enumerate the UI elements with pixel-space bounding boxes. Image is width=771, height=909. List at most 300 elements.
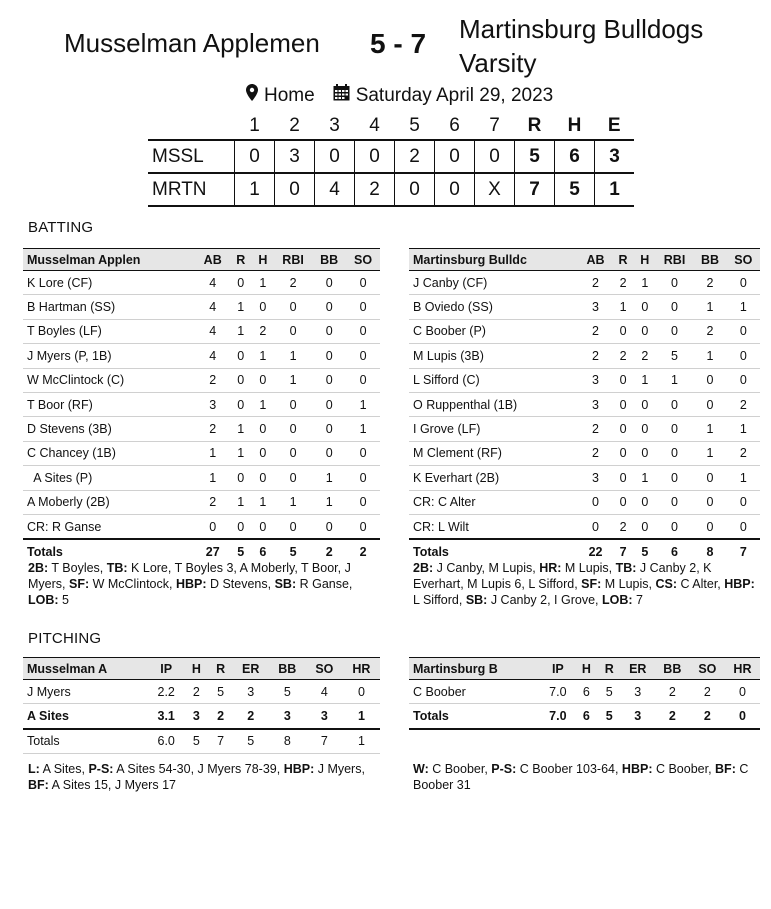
batter-name: C Boober (P) <box>409 319 579 343</box>
column-header: SO <box>346 249 380 271</box>
batter-name: D Stevens (3B) <box>23 417 196 441</box>
stat-cell: 5 <box>184 729 208 754</box>
stat-cell: 0 <box>656 271 694 295</box>
batter-name: CR: L Wilt <box>409 514 579 539</box>
runs-header: R <box>527 115 542 136</box>
stat-cell: 0 <box>312 295 346 319</box>
note-value: D Stevens, <box>206 577 275 591</box>
note-key: BF: <box>28 778 49 792</box>
pitcher-name: Totals <box>409 704 541 729</box>
total-cell: 5 <box>230 539 252 563</box>
inning-score: 0 <box>435 173 475 206</box>
stat-cell: 0 <box>727 490 760 514</box>
stat-cell: 0 <box>312 344 346 368</box>
stat-cell: 2 <box>579 344 612 368</box>
pitcher-name: Totals <box>23 729 148 754</box>
stat-cell: 0 <box>230 368 252 392</box>
total-cell: 2 <box>346 539 380 563</box>
inning-score: 3 <box>275 140 315 173</box>
total-cell: 2 <box>312 539 346 563</box>
note-value: 5 <box>58 593 69 607</box>
stat-cell: 2 <box>690 704 725 729</box>
stat-cell: 0 <box>634 295 656 319</box>
total-cell: 7 <box>727 539 760 563</box>
note-key: HBP: <box>175 577 207 591</box>
stat-cell: 0 <box>656 319 694 343</box>
away-batting-notes <box>413 560 763 608</box>
column-header: R <box>598 658 621 680</box>
pitching-team-header <box>23 658 148 680</box>
stat-cell: 0 <box>274 295 312 319</box>
stat-cell: 1 <box>312 490 346 514</box>
stat-cell: 3 <box>184 704 208 729</box>
stat-cell: 0 <box>230 271 252 295</box>
stat-cell: 0 <box>252 295 274 319</box>
note-value: R Ganse, <box>296 577 356 591</box>
total-cell: 6 <box>656 539 694 563</box>
stat-cell: 0 <box>727 344 760 368</box>
column-header: BB <box>693 249 726 271</box>
batter-row <box>23 417 380 441</box>
column-header: R <box>208 658 232 680</box>
column-header: H <box>634 249 656 271</box>
batter-name: B Oviedo (SS) <box>409 295 579 319</box>
away-batting-table <box>409 248 760 564</box>
stat-cell: 0 <box>579 490 612 514</box>
batter-row <box>409 441 760 465</box>
column-header: ER <box>233 658 269 680</box>
batting-header-row <box>23 249 380 271</box>
note-key: SB: <box>465 593 488 607</box>
stat-cell: 0 <box>346 490 380 514</box>
stat-cell: 0 <box>346 319 380 343</box>
batter-row <box>409 368 760 392</box>
stat-cell: 0 <box>312 441 346 465</box>
pitching-team-header <box>409 658 541 680</box>
batting-section-label: BATTING <box>28 219 94 236</box>
stat-cell: 0 <box>612 319 634 343</box>
stat-cell: 2 <box>612 271 634 295</box>
stat-cell: 0 <box>634 490 656 514</box>
note-key: LOB: <box>601 593 633 607</box>
note-value: J Myers, <box>314 762 369 776</box>
pitcher-row <box>23 729 380 754</box>
note-value: 7 <box>632 593 643 607</box>
stat-cell: 7 <box>208 729 232 754</box>
away-pitching-table <box>409 657 760 730</box>
stat-cell: 1 <box>727 466 760 490</box>
note-key: 2B: <box>28 561 49 575</box>
stat-cell: 0 <box>693 490 726 514</box>
stat-cell: 2 <box>612 514 634 539</box>
stat-cell: 2 <box>208 704 232 729</box>
hits-header: H <box>567 115 582 136</box>
away-team-name <box>459 12 703 80</box>
batter-row <box>23 344 380 368</box>
note-value: J Canby, M Lupis, <box>433 561 540 575</box>
stat-cell: 0 <box>252 466 274 490</box>
stat-cell: 1 <box>312 466 346 490</box>
stat-cell: 0 <box>727 514 760 539</box>
stat-cell: 1 <box>252 271 274 295</box>
stat-cell: 2 <box>655 680 690 704</box>
pitcher-name: J Myers <box>23 680 148 704</box>
batter-row <box>23 319 380 343</box>
total-r: 5 <box>515 140 555 173</box>
totals-label: Totals <box>23 539 196 563</box>
stat-cell: 0 <box>693 514 726 539</box>
stat-cell: 6 <box>575 680 598 704</box>
total-r: 7 <box>515 173 555 206</box>
stat-cell: 4 <box>196 344 230 368</box>
stat-cell: 0 <box>727 368 760 392</box>
note-key: L: <box>28 762 40 776</box>
column-header: IP <box>541 658 575 680</box>
stat-cell: 2 <box>252 319 274 343</box>
inning-header: 1 <box>249 115 260 136</box>
batter-row <box>409 295 760 319</box>
total-cell: 6 <box>252 539 274 563</box>
stat-cell: 1 <box>634 466 656 490</box>
inning-score: 0 <box>475 140 515 173</box>
stat-cell: 1 <box>230 441 252 465</box>
stat-cell: 1 <box>196 466 230 490</box>
note-value: W McClintock, <box>89 577 176 591</box>
stat-cell: 6 <box>575 704 598 729</box>
inning-score: 0 <box>355 140 395 173</box>
stat-cell: 0 <box>312 271 346 295</box>
total-e: 3 <box>595 140 635 173</box>
note-key: CS: <box>655 577 677 591</box>
pitching-header-row <box>409 658 760 680</box>
stat-cell: 0 <box>312 392 346 416</box>
pitching-team-label: Martinsburg B <box>413 661 498 676</box>
total-h: 6 <box>555 140 595 173</box>
stat-cell: 0 <box>656 417 694 441</box>
note-value: L Sifford, <box>413 577 759 607</box>
home-pitching-notes <box>28 761 380 793</box>
note-key: 2B: <box>413 561 434 575</box>
stat-cell: 1 <box>693 441 726 465</box>
stat-cell: 1 <box>252 490 274 514</box>
away-team-line1: Martinsburg Bulldogs <box>459 14 704 44</box>
stat-cell: 1 <box>693 344 726 368</box>
batting-header-row <box>409 249 760 271</box>
stat-cell: 0 <box>727 271 760 295</box>
stat-cell: 0 <box>343 680 380 704</box>
inning-header: 3 <box>329 115 340 136</box>
pitcher-row <box>23 680 380 704</box>
column-header: HR <box>725 658 760 680</box>
note-value: K Lore, T Boyles 3, A Moberly, T Boor, J Myers, <box>28 561 355 591</box>
stat-cell: 3 <box>196 392 230 416</box>
stat-cell: 4 <box>306 680 343 704</box>
batter-name: W McClintock (C) <box>23 368 196 392</box>
total-cell: 8 <box>693 539 726 563</box>
inning-header: 5 <box>409 115 420 136</box>
stat-cell: 2 <box>634 344 656 368</box>
stat-cell: 0 <box>346 344 380 368</box>
batter-row <box>409 319 760 343</box>
note-value: T Boyles, <box>48 561 107 575</box>
stat-cell: 1 <box>693 417 726 441</box>
stat-cell: 0 <box>634 392 656 416</box>
errors-header: E <box>607 115 621 136</box>
stat-cell: 1 <box>346 392 380 416</box>
stat-cell: 1 <box>230 295 252 319</box>
stat-cell: 2 <box>274 271 312 295</box>
inning-score: 0 <box>435 140 475 173</box>
calendar-icon <box>333 84 350 107</box>
batter-name: I Grove (LF) <box>409 417 579 441</box>
column-header: RBI <box>656 249 694 271</box>
linescore-row <box>148 173 634 206</box>
away-pitching-notes <box>413 761 763 793</box>
stat-cell: 2 <box>196 368 230 392</box>
column-header: H <box>252 249 274 271</box>
stat-cell: 2 <box>693 271 726 295</box>
map-pin-icon <box>246 84 258 107</box>
stat-cell: 1 <box>252 392 274 416</box>
stat-cell: 0 <box>252 368 274 392</box>
stat-cell: 0 <box>727 319 760 343</box>
stat-cell: 3.1 <box>148 704 184 729</box>
linescore-header-row <box>148 113 634 140</box>
stat-cell: 0 <box>274 319 312 343</box>
batter-name: B Hartman (SS) <box>23 295 196 319</box>
home-pitching-table <box>23 657 380 754</box>
stat-cell: 3 <box>579 295 612 319</box>
total-cell: 7 <box>612 539 634 563</box>
inning-header: 2 <box>289 115 300 136</box>
inning-header: 6 <box>449 115 460 136</box>
pitching-section-label: PITCHING <box>28 630 102 647</box>
column-header: AB <box>196 249 230 271</box>
stat-cell: 1 <box>634 368 656 392</box>
stat-cell: 2 <box>612 344 634 368</box>
stat-cell: 0 <box>656 295 694 319</box>
stat-cell: 0 <box>196 514 230 539</box>
stat-cell: 0 <box>725 680 760 704</box>
stat-cell: 2 <box>579 417 612 441</box>
stat-cell: 0 <box>579 514 612 539</box>
batter-name: T Boor (RF) <box>23 392 196 416</box>
stat-cell: 2 <box>727 392 760 416</box>
game-header <box>0 0 771 80</box>
stat-cell: 5 <box>269 680 306 704</box>
stat-cell: 1 <box>346 417 380 441</box>
note-key: LOB: <box>28 593 59 607</box>
stat-cell: 0 <box>656 490 694 514</box>
stat-cell: 0 <box>693 466 726 490</box>
batter-name: J Myers (P, 1B) <box>23 344 196 368</box>
batter-row <box>409 344 760 368</box>
note-value: A Sites 54-30, J Myers 78-39, <box>113 762 284 776</box>
stat-cell: 3 <box>579 466 612 490</box>
column-header: SO <box>306 658 343 680</box>
stat-cell: 0 <box>230 514 252 539</box>
note-key: HBP: <box>621 762 653 776</box>
stat-cell: 0 <box>252 514 274 539</box>
column-header: BB <box>655 658 690 680</box>
stat-cell: 1 <box>274 368 312 392</box>
stat-cell: 0 <box>612 417 634 441</box>
stat-cell: 5 <box>656 344 694 368</box>
stat-cell: 0 <box>612 392 634 416</box>
pitcher-row <box>409 680 760 704</box>
inning-score: 1 <box>235 173 275 206</box>
note-key: P-S: <box>491 762 517 776</box>
batter-name: M Lupis (3B) <box>409 344 579 368</box>
batter-name: A Moberly (2B) <box>23 490 196 514</box>
stat-cell: 2 <box>579 319 612 343</box>
note-key: P-S: <box>88 762 114 776</box>
stat-cell: 1 <box>656 368 694 392</box>
batter-row <box>409 271 760 295</box>
stat-cell: 7.0 <box>541 680 575 704</box>
note-value: A Sites, <box>39 762 89 776</box>
column-header: ER <box>621 658 655 680</box>
linescore-team: MSSL <box>148 140 235 173</box>
stat-cell: 0 <box>612 441 634 465</box>
stat-cell: 0 <box>693 368 726 392</box>
batter-name: CR: C Alter <box>409 490 579 514</box>
stat-cell: 0 <box>274 466 312 490</box>
batter-row <box>409 514 760 539</box>
stat-cell: 0 <box>274 514 312 539</box>
stat-cell: 6.0 <box>148 729 184 754</box>
game-location: Home <box>264 84 315 106</box>
pitcher-row <box>409 704 760 729</box>
batter-row <box>23 514 380 539</box>
home-team-name: Musselman Applemen <box>64 28 320 58</box>
stat-cell: 0 <box>346 368 380 392</box>
total-e: 1 <box>595 173 635 206</box>
stat-cell: 3 <box>233 680 269 704</box>
stat-cell: 2 <box>579 271 612 295</box>
stat-cell: 0 <box>656 441 694 465</box>
column-header: AB <box>579 249 612 271</box>
stat-cell: 3 <box>621 704 655 729</box>
linescore-table <box>148 113 634 207</box>
column-header: H <box>575 658 598 680</box>
column-header: RBI <box>274 249 312 271</box>
stat-cell: 1 <box>274 490 312 514</box>
stat-cell: 1 <box>612 295 634 319</box>
stat-cell: 0 <box>346 295 380 319</box>
stat-cell: 0 <box>346 441 380 465</box>
batter-row <box>409 392 760 416</box>
stat-cell: 2 <box>727 441 760 465</box>
stat-cell: 5 <box>233 729 269 754</box>
stat-cell: 7.0 <box>541 704 575 729</box>
stat-cell: 1 <box>230 490 252 514</box>
total-cell: 27 <box>196 539 230 563</box>
batter-name: J Canby (CF) <box>409 271 579 295</box>
stat-cell: 1 <box>196 441 230 465</box>
stat-cell: 1 <box>274 344 312 368</box>
stat-cell: 3 <box>621 680 655 704</box>
stat-cell: 0 <box>274 392 312 416</box>
batter-row <box>409 417 760 441</box>
stat-cell: 0 <box>612 490 634 514</box>
column-header: H <box>184 658 208 680</box>
stat-cell: 0 <box>274 417 312 441</box>
stat-cell: 0 <box>274 441 312 465</box>
total-cell: 22 <box>579 539 612 563</box>
stat-cell: 2 <box>690 680 725 704</box>
batting-team-label: Musselman Applen <box>27 252 141 267</box>
note-value: J Canby 2, I Grove, <box>487 593 602 607</box>
column-header: SO <box>727 249 760 271</box>
stat-cell: 5 <box>208 680 232 704</box>
game-date: Saturday April 29, 2023 <box>355 84 554 106</box>
stat-cell: 0 <box>634 319 656 343</box>
inning-score: 0 <box>235 140 275 173</box>
note-key: SF: <box>581 577 602 591</box>
column-header: SO <box>690 658 725 680</box>
stat-cell: 0 <box>634 417 656 441</box>
note-value: C Boober 103-64, <box>516 762 622 776</box>
batter-name: T Boyles (LF) <box>23 319 196 343</box>
stat-cell: 0 <box>230 392 252 416</box>
home-batting-notes <box>28 560 380 608</box>
stat-cell: 1 <box>727 295 760 319</box>
note-key: TB: <box>106 561 128 575</box>
batter-row <box>23 466 380 490</box>
stat-cell: 1 <box>693 295 726 319</box>
batter-row <box>23 271 380 295</box>
total-cell: 5 <box>634 539 656 563</box>
batter-row <box>23 490 380 514</box>
stat-cell: 0 <box>634 514 656 539</box>
batter-row <box>23 441 380 465</box>
inning-score: 2 <box>395 140 435 173</box>
pitcher-name: A Sites <box>23 704 148 729</box>
stat-cell: 1 <box>634 271 656 295</box>
batter-row <box>23 295 380 319</box>
stat-cell: 0 <box>230 344 252 368</box>
linescore-team: MRTN <box>148 173 235 206</box>
stat-cell: 1 <box>230 319 252 343</box>
stat-cell: 2 <box>233 704 269 729</box>
total-cell: 5 <box>274 539 312 563</box>
stat-cell: 0 <box>346 514 380 539</box>
stat-cell: 3 <box>579 392 612 416</box>
totals-label: Totals <box>409 539 579 563</box>
stat-cell: 8 <box>269 729 306 754</box>
batter-name: K Everhart (2B) <box>409 466 579 490</box>
stat-cell: 4 <box>196 271 230 295</box>
inning-score: X <box>475 173 515 206</box>
stat-cell: 0 <box>656 466 694 490</box>
stat-cell: 2.2 <box>148 680 184 704</box>
note-key: TB: <box>615 561 637 575</box>
note-value: A Sites 15, J Myers 17 <box>48 778 176 792</box>
home-batting-table <box>23 248 380 564</box>
stat-cell: 0 <box>346 466 380 490</box>
stat-cell: 0 <box>312 368 346 392</box>
batter-row <box>409 466 760 490</box>
column-header: IP <box>148 658 184 680</box>
stat-cell: 0 <box>656 514 694 539</box>
note-key: W: <box>413 762 429 776</box>
batter-row <box>23 392 380 416</box>
batting-team-header <box>23 249 196 271</box>
note-key: HBP: <box>283 762 315 776</box>
batting-team-header <box>409 249 579 271</box>
stat-cell: 1 <box>252 344 274 368</box>
